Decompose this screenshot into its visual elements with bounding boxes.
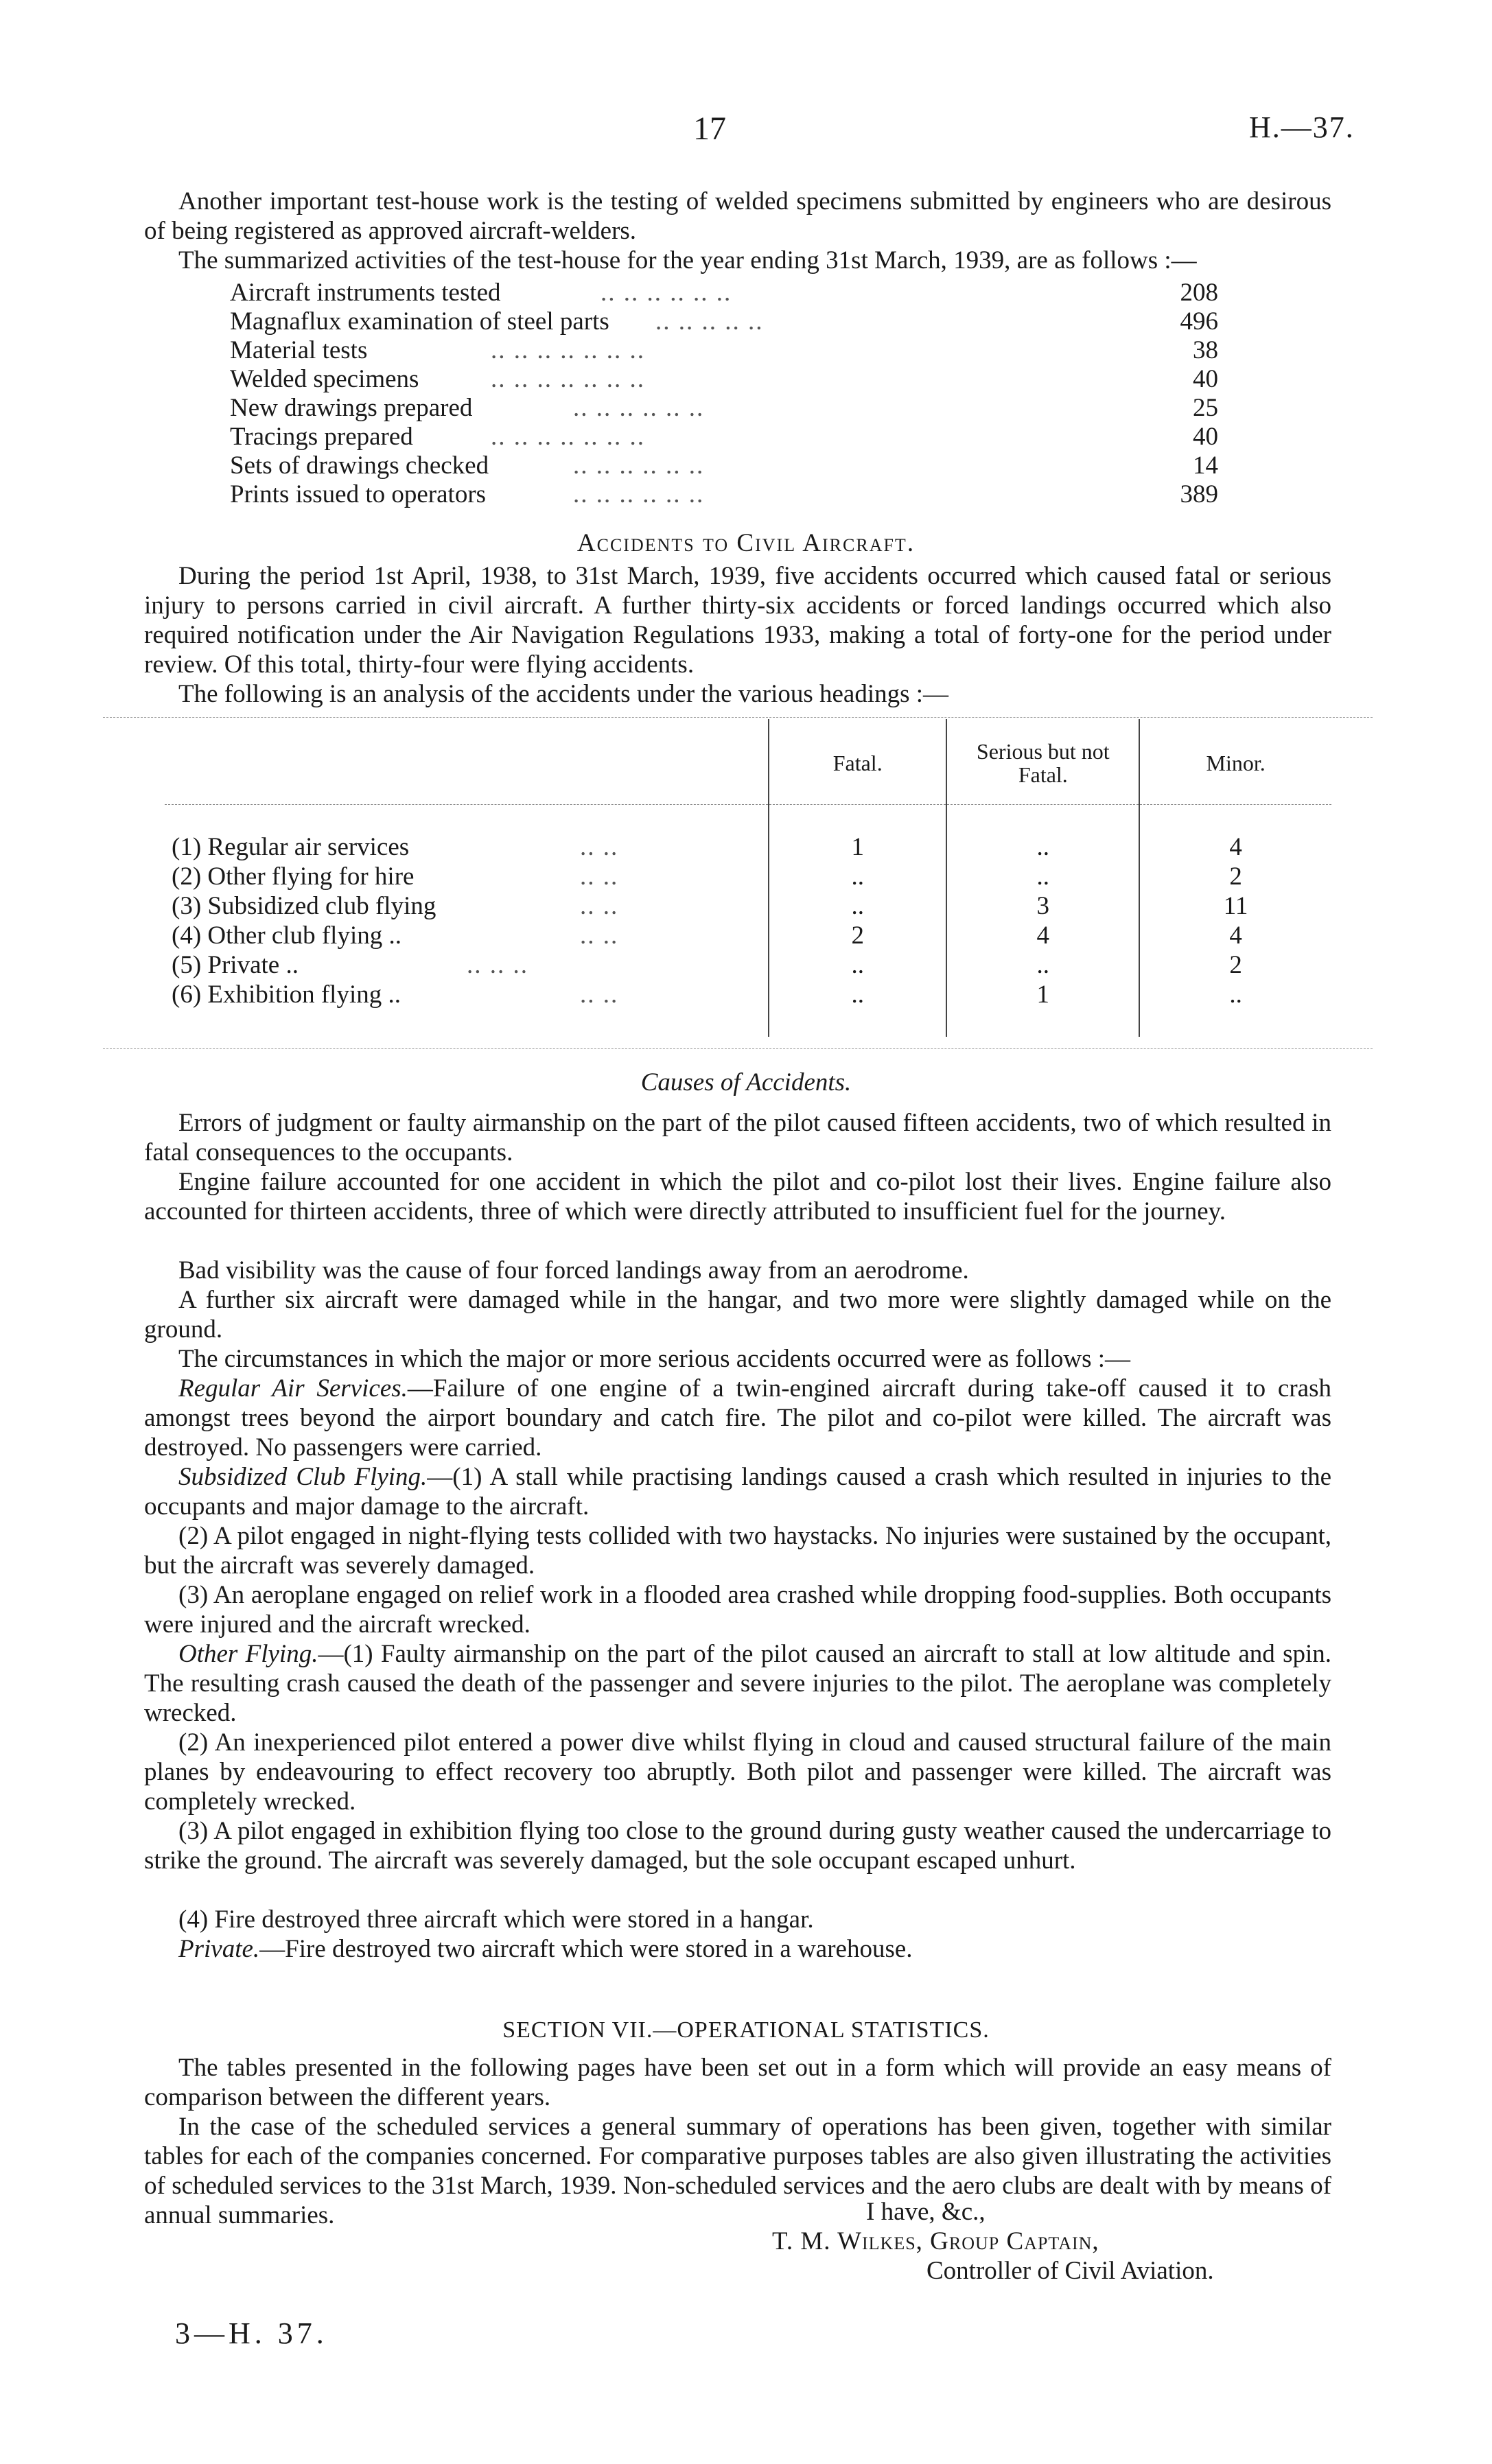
other-flying-item-4: (4) Fire destroyed three aircraft which were stored in a hangar.: [178, 1905, 814, 1934]
subsidized-club-text: —(1) A stall while practising landings caused a crash which resulted in injuries to the occupants and major damage to the aircraft.: [144, 1463, 1331, 1521]
other-flying-label: Other Flying.: [178, 1640, 318, 1668]
activity-row: [230, 393, 1218, 422]
signature-title: Controller of Civil Aviation.: [926, 2257, 1214, 2285]
causes-paragraph-5: The circumstances in which the major or more serious accidents occurred were as follows :—: [178, 1345, 1131, 1373]
other-flying-item-3: (3) A pilot engaged in exhibition flying too close to the ground during gusty weather caused the undercarriage to strike the ground. The aircraft was severely damaged, but the sole occupant escaped unhurt.: [144, 1817, 1331, 1875]
activity-label: Aircraft instruments tested: [230, 279, 501, 307]
signature-salutation: I have, &c.,: [866, 2198, 986, 2226]
header-serious: Serious but not Fatal.: [946, 719, 1139, 805]
cell-fatal: ..: [769, 891, 946, 921]
leader-dots: .. ..: [580, 863, 619, 891]
section-7-paragraph-2: In the case of the scheduled services a general summary of operations has been given, together with similar tables for each of the companies concerned. For comparative purposes tables are also given illustrating the activities of scheduled services to the 31st March, 1939. Non-scheduled services and the aero clubs are dealt with by means of annual summaries.: [144, 2113, 1331, 2229]
test-house-activities-list: [230, 278, 1218, 508]
leader-dots: .. .. .. .. .. .. ..: [491, 365, 645, 393]
row-label: (2) Other flying for hire: [172, 863, 415, 891]
activity-value: 496: [1180, 307, 1218, 336]
cell-fatal: 2: [769, 921, 946, 950]
activity-row: [230, 480, 1218, 508]
table-top-rule: [103, 717, 1373, 718]
row-label: (4) Other club flying ..: [172, 922, 401, 950]
activity-row: [230, 364, 1218, 393]
activity-label: Sets of drawings checked: [230, 451, 489, 480]
cell-fatal: ..: [769, 862, 946, 891]
activity-value: 208: [1180, 279, 1218, 307]
private-text: —Fire destroyed two aircraft which were stored in a warehouse.: [259, 1935, 913, 1963]
causes-heading: Causes of Accidents.: [640, 1068, 852, 1096]
regular-services-paragraph: [144, 1374, 1331, 1462]
table-row: [165, 891, 1331, 921]
activity-value: 40: [1193, 423, 1218, 451]
leader-dots: .. .. .. .. ..: [655, 307, 764, 336]
other-flying-paragraph: [144, 1639, 1331, 1728]
row-label: (1) Regular air services: [172, 833, 410, 861]
cell-serious: 4: [946, 921, 1139, 950]
leader-dots: .. .. .. .. .. .. ..: [491, 423, 645, 451]
regular-services-text: —Failure of one engine of a twin-engined aircraft during take-off caused it to crash amongst trees beyond the airport boundary and catch fire. The pilot and co-pilot were killed. The aircraft was destroyed. No passengers were carried.: [144, 1374, 1331, 1462]
regular-services-label: Regular Air Services.: [178, 1374, 408, 1403]
leader-dots: .. .. .. .. .. ..: [573, 394, 705, 422]
header-fatal: Fatal.: [769, 719, 946, 805]
table-row: [165, 832, 1331, 862]
cell-minor: 4: [1139, 921, 1331, 950]
cell-fatal: 1: [769, 832, 946, 862]
activity-label: Material tests: [230, 336, 368, 364]
table-row: [165, 950, 1331, 980]
activity-label: New drawings prepared: [230, 394, 473, 422]
accidents-paragraph-2: The following is an analysis of the accidents under the various headings :—: [178, 680, 949, 708]
header-blank: [165, 719, 769, 805]
activity-row: [230, 422, 1218, 451]
table-row: [165, 862, 1331, 891]
activity-label: Prints issued to operators: [230, 480, 487, 508]
activity-value: 38: [1193, 336, 1218, 364]
document-reference: H.—37.: [1249, 110, 1355, 144]
row-label: (6) Exhibition flying ..: [172, 981, 401, 1009]
activity-value: 14: [1193, 451, 1218, 480]
section-7-heading: SECTION VII.—OPERATIONAL STATISTICS.: [502, 2017, 990, 2043]
cell-minor: 2: [1139, 950, 1331, 980]
section-7-paragraph-1: The tables presented in the following pages have been set out in a form which will provide an easy means of comparison between the different years.: [144, 2054, 1331, 2111]
causes-paragraph-2: Engine failure accounted for one accident in which the pilot and co-pilot lost their lives. Engine failure also accounted for thirteen accidents, three of which were directly attributed to insufficient fuel for the journey.: [144, 1168, 1331, 1225]
table-bottom-rule: [103, 1048, 1373, 1049]
subsidized-item-2: (2) A pilot engaged in night-flying tests collided with two haystacks. No injuries were sustained by the occupant, but the aircraft was severely damaged.: [144, 1522, 1331, 1580]
activity-row: [230, 307, 1218, 336]
leader-dots: .. .. ..: [467, 951, 528, 979]
row-label: (3) Subsidized club flying: [172, 892, 436, 920]
table-row: [165, 921, 1331, 950]
intro-paragraph-1: Another important test-house work is the testing of welded specimens submitted by engineers who are desirous of being registered as approved aircraft-welders.: [144, 187, 1331, 245]
subsidized-club-paragraph: [144, 1462, 1331, 1521]
header-minor: Minor.: [1139, 719, 1331, 805]
activity-label: Magnaflux examination of steel parts: [230, 307, 609, 336]
leader-dots: .. .. .. .. .. ..: [601, 279, 732, 307]
activity-value: 25: [1193, 394, 1218, 422]
cell-fatal: ..: [769, 950, 946, 980]
private-paragraph: [144, 1934, 1331, 1964]
activity-row: [230, 336, 1218, 364]
leader-dots: .. ..: [580, 833, 619, 861]
cell-minor: 11: [1139, 891, 1331, 921]
other-flying-text: —(1) Faulty airmanship on the part of the pilot caused an aircraft to stall at low altitude and spin. The resulting crash caused the death of the passenger and severe injuries to the pilot. The aeroplane was completely wrecked.: [144, 1640, 1332, 1727]
cell-minor: ..: [1139, 980, 1331, 1009]
cell-serious: ..: [946, 862, 1139, 891]
cell-serious: ..: [946, 950, 1139, 980]
cell-fatal: ..: [769, 980, 946, 1009]
cell-minor: 4: [1139, 832, 1331, 862]
signature-name: T. M. Wilkes, Group Captain,: [772, 2227, 1099, 2255]
causes-paragraph-1: Errors of judgment or faulty airmanship on the part of the pilot caused fifteen accidents, two of which resulted in fatal consequences to the occupants.: [144, 1109, 1331, 1166]
private-label: Private.: [178, 1935, 260, 1963]
page-number: 17: [693, 110, 726, 147]
leader-dots: .. ..: [580, 981, 619, 1009]
table-row: [165, 980, 1331, 1009]
accidents-analysis-table: [165, 719, 1331, 1037]
subsidized-item-3: (3) An aeroplane engaged on relief work in a flooded area crashed while dropping food-supplies. Both occupants were injured and the aircraft wrecked.: [144, 1581, 1331, 1639]
leader-dots: .. ..: [580, 922, 619, 950]
table-spacer-row: [165, 805, 1331, 833]
leader-dots: .. .. .. .. .. ..: [573, 480, 705, 508]
activity-value: 389: [1180, 480, 1218, 508]
leader-dots: .. .. .. .. .. ..: [573, 451, 705, 480]
table-spacer-row: [165, 1009, 1331, 1037]
activity-label: Welded specimens: [230, 365, 419, 393]
accidents-paragraph-1: During the period 1st April, 1938, to 31st March, 1939, five accidents occurred which caused fatal or serious injury to persons carried in civil aircraft. A further thirty-six accidents or forced landings occurred which also required notification under the Air Navigation Regulations 1933, making a total of forty-one for the period under review. Of this total, thirty-four were flying accidents.: [144, 562, 1331, 679]
footer-signature-mark: 3—H. 37.: [175, 2316, 328, 2350]
row-label: (5) Private ..: [172, 951, 299, 979]
subsidized-club-label: Subsidized Club Flying.: [178, 1463, 428, 1491]
cell-serious: ..: [946, 832, 1139, 862]
activity-row: [230, 278, 1218, 307]
cell-serious: 3: [946, 891, 1139, 921]
accidents-heading: Accidents to Civil Aircraft.: [576, 529, 916, 557]
causes-paragraph-3: Bad visibility was the cause of four forced landings away from an aerodrome.: [178, 1256, 969, 1284]
activity-label: Tracings prepared: [230, 423, 413, 451]
other-flying-item-2: (2) An inexperienced pilot entered a power dive whilst flying in cloud and caused structural failure of the main planes by endeavouring to effect recovery too abruptly. Both pilot and passenger were killed. The aircraft was completely wrecked.: [144, 1728, 1331, 1816]
table-header-row: [165, 719, 1331, 805]
leader-dots: .. .. .. .. .. .. ..: [491, 336, 645, 364]
activity-value: 40: [1193, 365, 1218, 393]
cell-minor: 2: [1139, 862, 1331, 891]
activity-row: [230, 451, 1218, 480]
causes-paragraph-4: A further six aircraft were damaged while in the hangar, and two more were slightly damaged while on the ground.: [144, 1286, 1331, 1344]
cell-serious: 1: [946, 980, 1139, 1009]
intro-paragraph-2: The summarized activities of the test-house for the year ending 31st March, 1939, are as follows :—: [178, 246, 1197, 274]
leader-dots: .. ..: [580, 892, 619, 920]
